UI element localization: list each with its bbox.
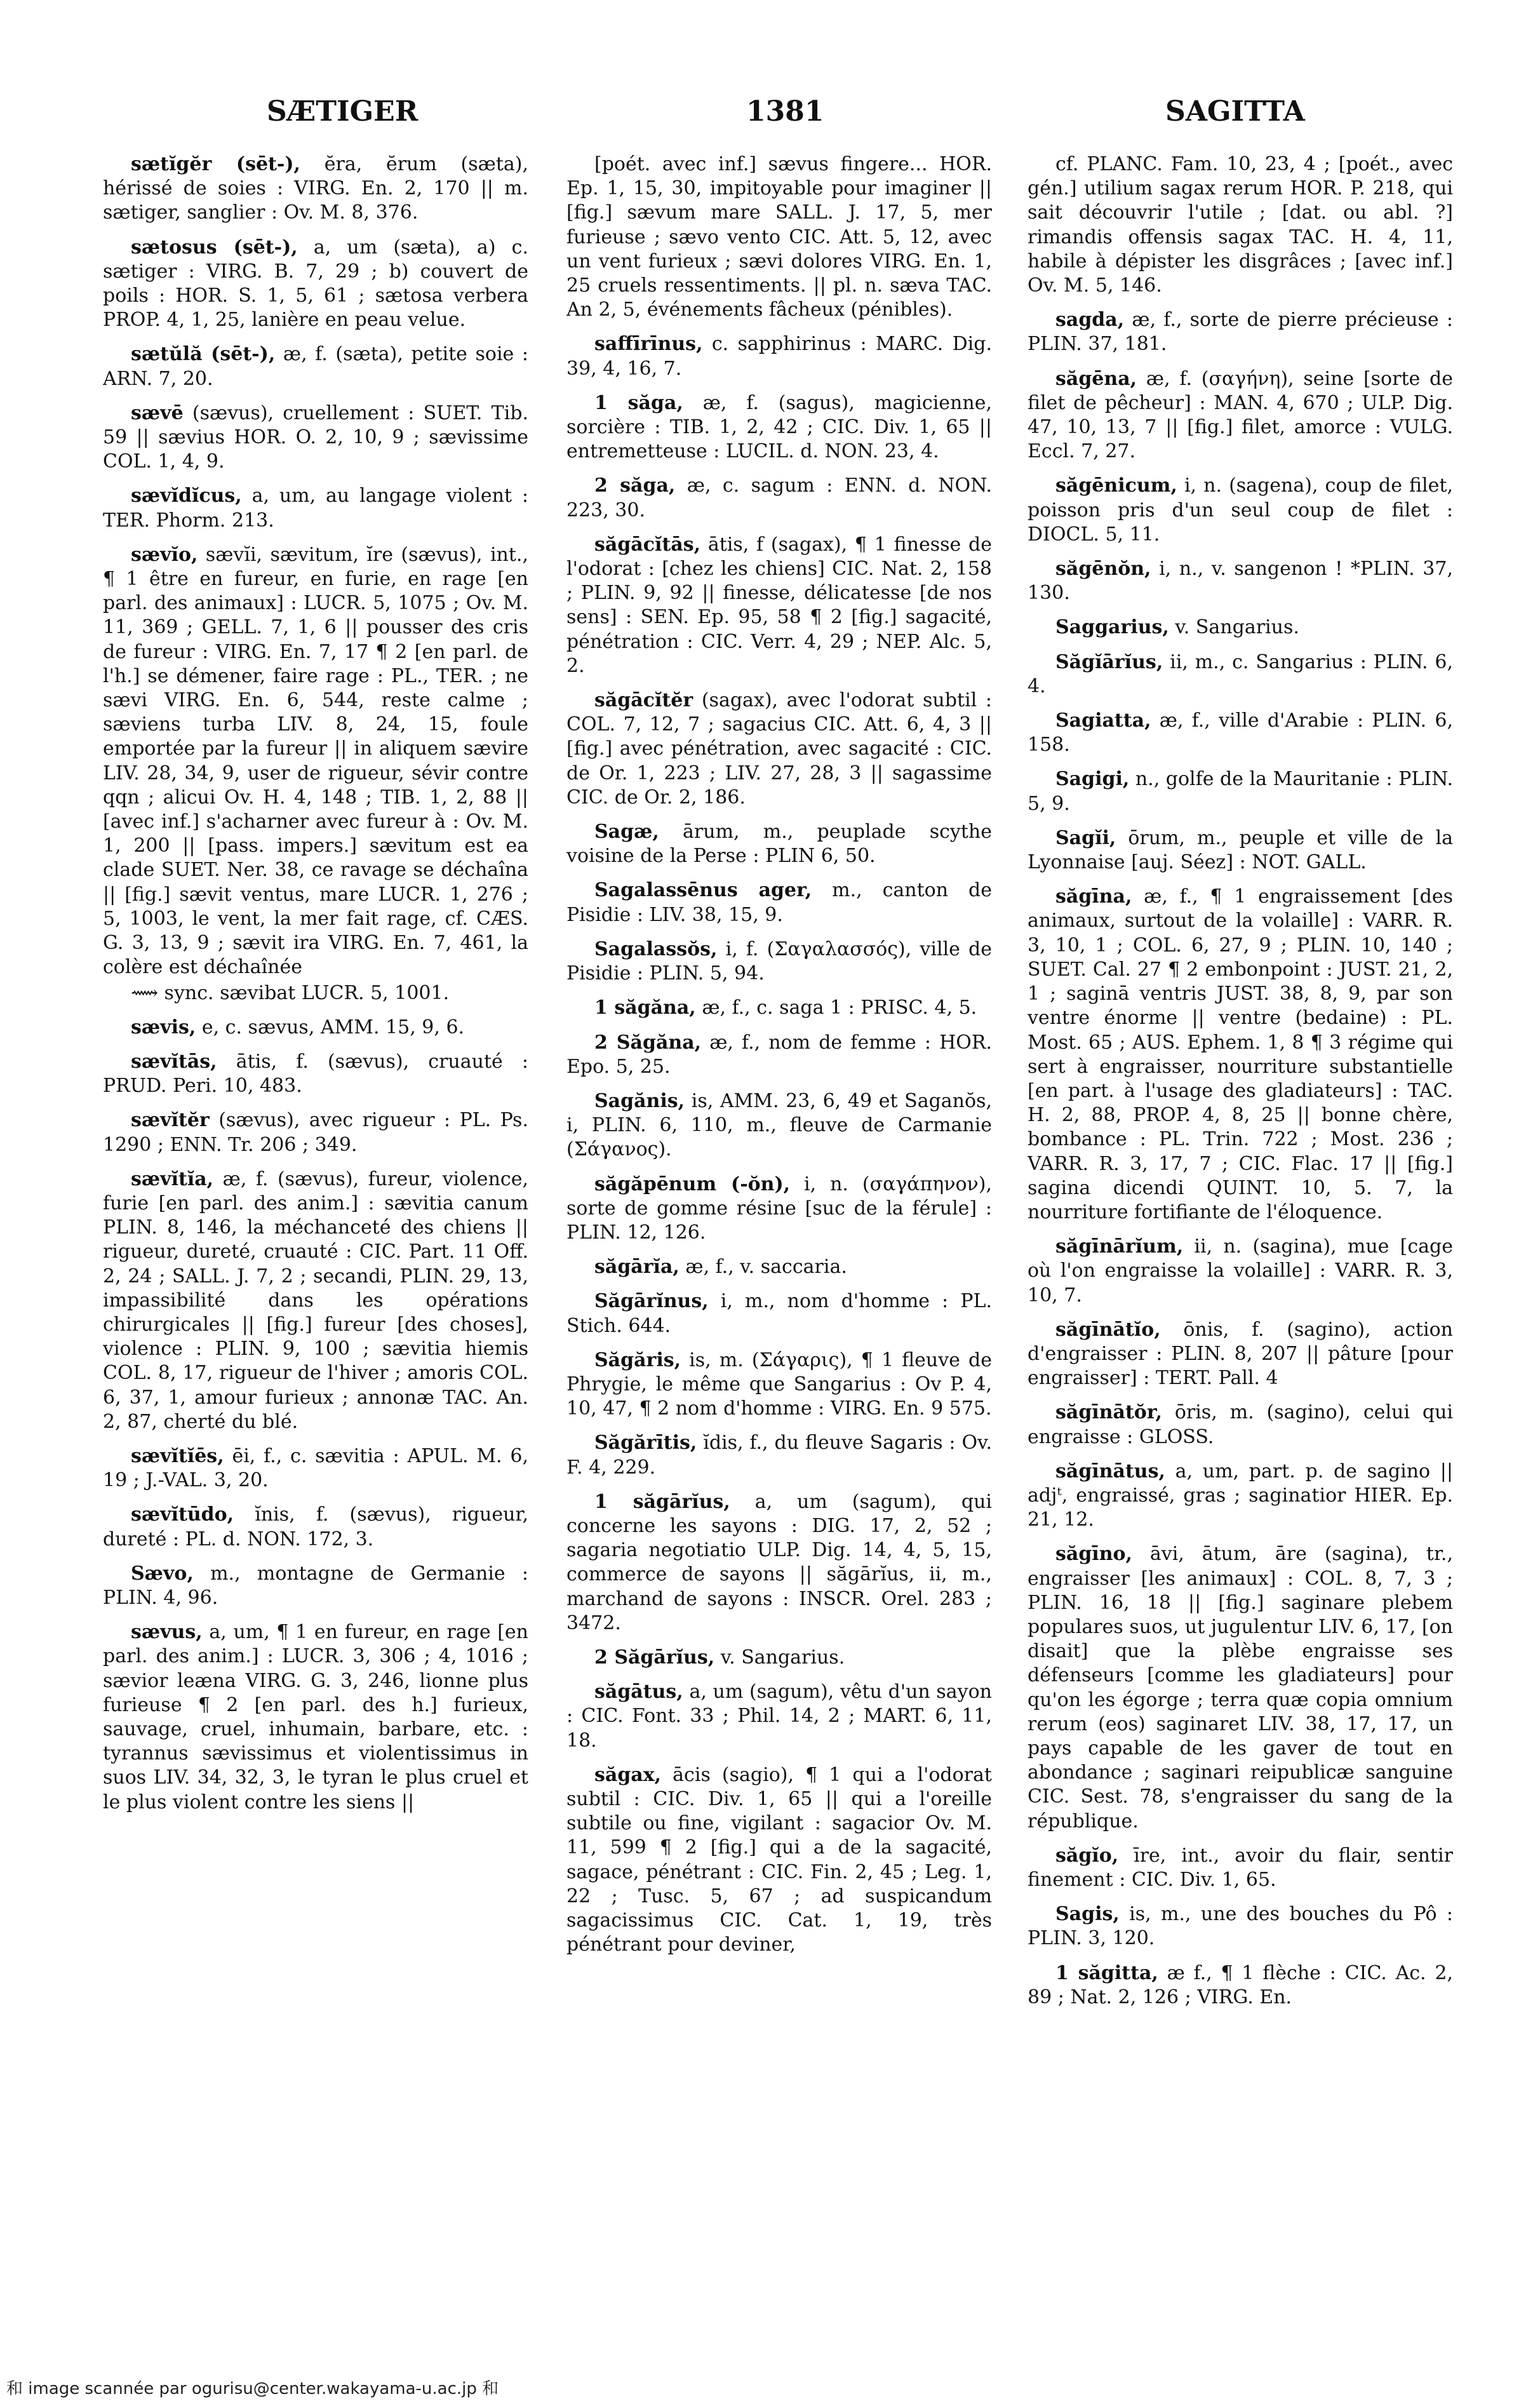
dictionary-column-3 bbox=[1028, 152, 1453, 2312]
dictionary-entry bbox=[566, 1431, 992, 1479]
dictionary-entry bbox=[566, 1089, 992, 1162]
entry-definition: ōnis, f. (sagino), action d'engraisser : PLIN. 8, 207 || pâture [pour engraisser] : TERT. Pall. 4 bbox=[1028, 1318, 1453, 1390]
header-left-guideword: SÆTIGER bbox=[267, 95, 418, 128]
dictionary-entry bbox=[1028, 767, 1453, 816]
entry-definition: ii, n. (sagina), mue [cage où l'on engraisse la volaille] : VARR. R. 3, 10, 7. bbox=[1028, 1235, 1453, 1307]
entry-definition: æ, f., ¶ 1 engraissement [des animaux, surtout de la volaille] : VARR. R. 3, 10, 1 ; COL. 6, 27, 9 ; PLIN. 10, 140 ; SUET. Cal. 27 ¶ 2 embonpoint : JUST. 21, 2, 1 ; saginā ventris JUST. 38, 8, 9, par son ventre énorme || ventre (bedaine) : PL. Most. 65 ; AUS. Ephem. 1, 8 ¶ 3 régime qui sert à engraisser, nourriture substantielle [en part. à l'usage des gladiateurs] : TAC. H. 2, 88, PROP. 4, 8, 25 || bonne chère, bombance : PL. Trin. 722 ; Most. 236 ; VARR. R. 3, 17, 7 ; CIC. Flac. 17 || [fig.] sagina dicendi QUINT. 10, 5. 7, la nourriture fortifiante de l'éloquence. bbox=[1028, 885, 1453, 1223]
entry-definition: is, m. (Σάγαρις), ¶ 1 fleuve de Phrygie, le même que Sangarius : Ov P. 4, 10, 47, ¶ 2 nom d'homme : VIRG. En. 9 575. bbox=[566, 1348, 992, 1420]
entry-definition: c. sapphirinus : MARC. Dig. 39, 4, 16, 7. bbox=[566, 333, 992, 380]
dictionary-entry bbox=[566, 332, 992, 380]
entry-headword: săgīnātus, bbox=[1055, 1460, 1165, 1482]
entry-headword: Sagalassēnus ager, bbox=[594, 879, 812, 902]
entry-headword: Sagæ, bbox=[594, 821, 659, 843]
entry-headword: 1 săgăna, bbox=[594, 997, 696, 1019]
entry-headword: săgīnārĭum, bbox=[1055, 1235, 1184, 1258]
entry-headword: Săgăris, bbox=[594, 1348, 681, 1371]
dictionary-entry bbox=[566, 1680, 992, 1753]
dictionary-entry bbox=[1028, 1401, 1453, 1449]
entry-headword: săgīna, bbox=[1055, 885, 1132, 908]
entry-definition: is, AMM. 23, 6, 49 et Saganŏs, i, PLIN. 6, 110, m., fleuve de Carmanie (Σάγανος). bbox=[566, 1089, 992, 1161]
dictionary-entry bbox=[103, 1167, 528, 1434]
dictionary-entry bbox=[1028, 557, 1453, 605]
entry-headword: sævis, bbox=[131, 1016, 196, 1038]
entry-headword: săgātus, bbox=[594, 1681, 683, 1704]
entry-headword: saffīrīnus, bbox=[594, 333, 703, 356]
entry-definition: īre, int., avoir du flair, sentir finement : CIC. Div. 1, 65. bbox=[1028, 1844, 1453, 1891]
page-number: 1381 bbox=[746, 95, 824, 128]
dictionary-entry bbox=[566, 1490, 992, 1636]
entry-headword: sævĭo, bbox=[131, 543, 198, 566]
dictionary-entry bbox=[103, 342, 528, 391]
dictionary-entry bbox=[566, 878, 992, 927]
entry-definition: æ, f., c. saga 1 : PRISC. 4, 5. bbox=[702, 997, 977, 1019]
dictionary-entry bbox=[1028, 152, 1453, 298]
entry-definition: æ, f., sorte de pierre précieuse : PLIN. 37, 181. bbox=[1028, 309, 1453, 356]
entry-definition: ii, m., c. Sangarius : PLIN. 6, 4. bbox=[1028, 650, 1453, 697]
dictionary-entry bbox=[566, 1255, 992, 1279]
dictionary-entry bbox=[566, 1031, 992, 1079]
entry-headword: săgārĭa, bbox=[594, 1256, 680, 1279]
dictionary-entry bbox=[1028, 1318, 1453, 1391]
entry-headword: sævĭtās, bbox=[131, 1050, 217, 1073]
dictionary-entry bbox=[566, 474, 992, 522]
dictionary-entry bbox=[1028, 474, 1453, 547]
entry-headword: sagda, bbox=[1055, 309, 1125, 332]
entry-definition: æ, f., v. saccaria. bbox=[685, 1256, 847, 1279]
entry-headword: 2 săga, bbox=[594, 474, 676, 497]
entry-definition: sævĭi, sævitum, ĭre (sævus), int., ¶ 1 être en fureur, en furie, en rage [en parl. des animaux] : LUCR. 5, 1075 ; Ov. M. 11, 369 ; GELL. 7, 1, 6 || pousser des cris de fureur : VIRG. En. 7, 17 ¶ 2 [en parl. de l'h.] se démener, faire rage : PL., TER. ; ne sævi VIRG. En. 6, 544, reste calme ; sæviens turba LIV. 8, 24, 15, foule emportée par la fureur || in aliquem sævire LIV. 28, 34, 9, user de rigueur, sévir contre qqn ; alicui Ov. H. 4, 148 ; TIB. 1, 2, 88 || [avec inf.] s'acharner avec fureur à : Ov. M. 1, 200 || [pass. impers.] sævitum est ea clade SUET. Ner. 38, ce ravage se déchaîna || [fig.] sævit ventus, mare LUCR. 1, 276 ; 5, 1003, le vent, la mer fait rage, cf. CÆS. G. 3, 13, 9 ; sævit ira VIRG. En. 7, 461, la colère est déchaînée bbox=[103, 543, 528, 979]
entry-headword: Sagigi, bbox=[1055, 768, 1130, 791]
entry-headword: Sævo, bbox=[131, 1562, 194, 1585]
entry-headword: sætĭgĕr (sēt-), bbox=[131, 153, 300, 175]
entry-definition: m., montagne de Germanie : PLIN. 4, 96. bbox=[103, 1562, 528, 1609]
entry-definition: ōrum, m., peuple et ville de la Lyonnaise [auj. Séez] : NOT. GALL. bbox=[1028, 826, 1453, 874]
dictionary-entry bbox=[566, 1348, 992, 1421]
entry-definition: (sævus), avec rigueur : PL. Ps. 1290 ; ENN. Tr. 206 ; 349. bbox=[103, 1109, 528, 1156]
entry-headword: sævus, bbox=[131, 1621, 203, 1644]
dictionary-entry bbox=[566, 1763, 992, 1958]
dictionary-entry bbox=[103, 1444, 528, 1493]
dictionary-column-1 bbox=[103, 152, 528, 2312]
dictionary-entry bbox=[103, 1108, 528, 1157]
entry-headword: sævĭtĕr bbox=[131, 1109, 210, 1132]
dictionary-entry bbox=[103, 236, 528, 333]
dictionary-entry bbox=[103, 1620, 528, 1815]
dictionary-column-2 bbox=[566, 152, 992, 2312]
entry-definition: [poét. avec inf.] sævus fingere... HOR. Ep. 1, 15, 30, impitoyable pour imaginer || [fig.] sævum mare SALL. J. 17, 5, mer furieuse ; sævo vento CIC. Att. 5, 12, avec un vent furieux ; sævi dolores VIRG. En. 1, 25 cruels ressentiments. || pl. n. sæva TAC. An 2, 5, événements fâcheux (pénibles). bbox=[566, 153, 992, 321]
entry-headword: Sagănis, bbox=[594, 1089, 685, 1112]
dictionary-entry bbox=[566, 533, 992, 678]
dictionary-entry bbox=[1028, 615, 1453, 640]
dictionary-entry bbox=[103, 1562, 528, 1610]
dictionary-entry bbox=[1028, 308, 1453, 356]
dictionary-entry bbox=[566, 820, 992, 868]
entry-definition: i, n. (sagena), coup de filet, poisson pris d'un seul coup de filet : DIOCL. 5, 11. bbox=[1028, 474, 1453, 546]
entry-note: ⟿ sync. sævibat LUCR. 5, 1001. bbox=[131, 981, 450, 1004]
entry-headword: 2 Săgārĭus, bbox=[594, 1646, 715, 1669]
entry-definition: a, um, part. p. de sagino || adjᵗ, engraissé, gras ; saginatior HIER. Ep. 21, 12. bbox=[1028, 1460, 1453, 1531]
entry-definition: cf. PLANC. Fam. 10, 23, 4 ; [poét., avec gén.] utilium sagax rerum HOR. P. 218, qui sait découvrir l'utile ; [dat. ou abl. ?] rimandis offensis sagax TAC. H. 4, 11, habile à dépister les disgrâces ; [avec inf.] Ov. M. 5, 146. bbox=[1028, 153, 1453, 297]
entry-headword: Săgărītis, bbox=[594, 1432, 697, 1455]
dictionary-entry bbox=[103, 401, 528, 474]
entry-definition: æ, f., ville d'Arabie : PLIN. 6, 158. bbox=[1028, 709, 1453, 756]
entry-headword: sævĭtĭa, bbox=[131, 1167, 214, 1190]
entry-headword: 1 săga, bbox=[594, 391, 683, 414]
dictionary-entry bbox=[1028, 709, 1453, 757]
header-right-guideword: SAGITTA bbox=[1165, 95, 1305, 128]
entry-definition: m., canton de Pisidie : LIV. 38, 15, 9. bbox=[566, 879, 992, 926]
entry-definition: ācis (sagio), ¶ 1 qui a l'odorat subtil : CIC. Div. 1, 65 || qui a l'oreille subtile ou fine, vigilant : sagacior Ov. M. 11, 599 ¶ 2 [fig.] qui a de la sagacité, sagace, pénétrant : CIC. Fin. 2, 45 ; Leg. 1, 22 ; Tusc. 5, 67 ; ad suspicandum sagacissimus CIC. Cat. 1, 19, très pénétrant pour deviner, bbox=[566, 1763, 992, 1956]
entry-definition: n., golfe de la Mauritanie : PLIN. 5, 9. bbox=[1028, 768, 1453, 815]
entry-headword: 1 săgārĭus, bbox=[594, 1490, 730, 1513]
dictionary-entry bbox=[566, 996, 992, 1020]
entry-definition: æ, f. (sævus), fureur, violence, furie [en parl. des anim.] : sævitia canum PLIN. 8, 146, la méchanceté des chiens || rigueur, dureté, cruauté : CIC. Part. 11 Off. 2, 24 ; SALL. J. 7, 2 ; secandi, PLIN. 29, 13, impassibilité dans les opérations chirurgicales || [fig.] fureur [des choses], violence : PLIN. 9, 100 ; sævitia hiemis COL. 8, 17, rigueur de l'hiver ; amoris COL. 6, 37, 1, amour furieux ; annonæ TAC. An. 2, 87, cherté du blé. bbox=[103, 1167, 528, 1433]
entry-headword: Saggarius, bbox=[1055, 616, 1169, 639]
entry-headword: Sagalassŏs, bbox=[594, 938, 718, 960]
entry-headword: sævē bbox=[131, 401, 184, 424]
entry-definition: ōris, m. (sagino), celui qui engraisse : GLOSS. bbox=[1028, 1401, 1453, 1448]
entry-headword: sætosus (sēt-), bbox=[131, 236, 298, 259]
entry-definition: ēi, f., c. sævitia : APUL. M. 6, 19 ; J.-VAL. 3, 20. bbox=[103, 1444, 528, 1492]
entry-definition: æ, f. (sagus), magicienne, sorcière : TIB. 1, 2, 42 ; CIC. Div. 1, 65 || entremetteuse : LUCIL. d. NON. 23, 4. bbox=[566, 391, 992, 463]
entry-headword: săgīno, bbox=[1055, 1543, 1132, 1566]
entry-definition: æ, f., nom de femme : HOR. Epo. 5, 25. bbox=[566, 1031, 992, 1078]
entry-definition: a, um (sæta), a) c. sætiger : VIRG. B. 7, 29 ; b) couvert de poils : HOR. S. 1, 5, 61 ; sætosa verbera PROP. 4, 1, 25, lanière en peau velue. bbox=[103, 236, 528, 332]
entry-definition: āvi, ātum, āre (sagina), tr., engraisser [les animaux] : COL. 8, 7, 3 ; PLIN. 16, 18 || [fig.] saginare plebem populares suos, ut jugulentur LIV. 6, 17, [on disait] que la plèbe engraisse ses défenseurs [comme les gladiateurs] pour qu'on les égorge ; terra quæ copia omnium rerum (eos) saginaret LIV. 38, 17, 17, un pays capable de les gaver de tout en abondance ; saginari reipublicæ sanguine CIC. Sest. 78, s'engraisser du sang de la république. bbox=[1028, 1543, 1453, 1832]
dictionary-entry bbox=[1028, 367, 1453, 464]
dictionary-entry bbox=[103, 1503, 528, 1551]
entry-headword: Săgārĭnus, bbox=[594, 1290, 709, 1313]
entry-definition: ātis, f. (sævus), cruauté : PRUD. Peri. 10, 483. bbox=[103, 1050, 528, 1098]
entry-definition: ārum, m., peuplade scythe voisine de la Perse : PLIN 6, 50. bbox=[566, 821, 992, 868]
entry-definition: a, um, au langage violent : TER. Phorm. 213. bbox=[103, 485, 528, 532]
entry-headword: săgācĭtās, bbox=[594, 533, 701, 556]
dictionary-entry bbox=[1028, 885, 1453, 1225]
entry-headword: sævĭdĭcus, bbox=[131, 485, 242, 507]
entry-definition: æ, c. sagum : ENN. d. NON. 223, 30. bbox=[566, 474, 992, 521]
entry-definition: i, f. (Σαγαλασσός), ville de Pisidie : PLIN. 5, 94. bbox=[566, 938, 992, 985]
dictionary-entry bbox=[566, 1173, 992, 1246]
entry-headword: Sagiatta, bbox=[1055, 709, 1151, 732]
dictionary-entry bbox=[566, 938, 992, 986]
entry-definition: a, um (sagum), qui concerne les sayons : DIG. 17, 2, 52 ; sagaria negotiatio ULP. Dig. 14, 4, 5, 15, commerce de sayons || săgārĭus, ii, m., marchand de sayons : INSCR. Orel. 283 ; 3472. bbox=[566, 1490, 992, 1634]
dictionary-entry bbox=[566, 391, 992, 464]
entry-definition: (sagax), avec l'odorat subtil : COL. 7, 12, 7 ; sagacius CIC. Att. 6, 4, 3 || [fig.] avec pénétration, avec sagacité : CIC. de Or. 1, 223 ; LIV. 27, 28, 3 || sagassime CIC. de Or. 2, 186. bbox=[566, 689, 992, 809]
dictionary-entry bbox=[1028, 1542, 1453, 1833]
dictionary-entry bbox=[1028, 1961, 1453, 2010]
entry-headword: sætŭlă (sēt-), bbox=[131, 343, 276, 366]
entry-definition: e, c. sævus, AMM. 15, 9, 6. bbox=[201, 1016, 465, 1038]
dictionary-entry bbox=[103, 152, 528, 225]
dictionary-entry bbox=[103, 484, 528, 532]
dictionary-entry bbox=[1028, 1844, 1453, 1892]
dictionary-entry bbox=[1028, 1460, 1453, 1533]
entry-definition: i, m., nom d'homme : PL. Stich. 644. bbox=[566, 1290, 992, 1337]
entry-headword: săgēnŏn, bbox=[1055, 558, 1151, 581]
entry-definition: ĭnis, f. (sævus), rigueur, dureté : PL. d. NON. 172, 3. bbox=[103, 1503, 528, 1550]
entry-headword: sævĭtĭēs, bbox=[131, 1444, 224, 1467]
entry-definition: (sævus), cruellement : SUET. Tib. 59 || sævius HOR. O. 2, 10, 9 ; sævissime COL. 1, 4, 9. bbox=[103, 401, 528, 473]
entry-definition: æ, f. (σαγήνη), seine [sorte de filet de pêcheur] : MAN. 4, 670 ; ULP. Dig. 47, 10, 13, 7 || [fig.] filet, amorce : VULG. Eccl. 7, 27. bbox=[1028, 367, 1453, 463]
entry-definition: a, um, ¶ 1 en fureur, en rage [en parl. des anim.] : LUCR. 3, 306 ; 4, 1016 ; sævior leæna VIRG. G. 3, 246, lionne plus furieuse ¶ 2 [en parl. des h.] furieux, sauvage, cruel, inhumain, barbare, etc. : tyrannus sævissimus et violentissimus in suos LIV. 34, 32, 3, le tyran le plus cruel et le plus violent contre les siens || bbox=[103, 1621, 528, 1813]
dictionary-entry bbox=[103, 1050, 528, 1098]
dictionary-entry bbox=[1028, 1235, 1453, 1308]
entry-headword: săgax, bbox=[594, 1763, 662, 1786]
entry-definition: is, m., une des bouches du Pô : PLIN. 3, 120. bbox=[1028, 1903, 1453, 1950]
dictionary-entry bbox=[1028, 650, 1453, 699]
entry-headword: săgācĭtĕr bbox=[594, 689, 693, 712]
entry-headword: 1 săgitta, bbox=[1055, 1961, 1158, 1984]
entry-definition: a, um (sagum), vêtu d'un sayon : CIC. Font. 33 ; Phil. 14, 2 ; MART. 6, 11, 18. bbox=[566, 1681, 992, 1752]
entry-headword: săgīnātŏr, bbox=[1055, 1401, 1162, 1424]
entry-headword: săgĭo, bbox=[1055, 1844, 1119, 1867]
entry-headword: sævĭtūdo, bbox=[131, 1503, 234, 1526]
entry-headword: Săgĭārĭus, bbox=[1055, 650, 1163, 673]
entry-definition: i, n. (σαγάπηνον), sorte de gomme résine [suc de la férule] : PLIN. 12, 126. bbox=[566, 1173, 992, 1244]
dictionary-entry bbox=[1028, 1902, 1453, 1951]
entry-definition: i, n., v. sangenon ! *PLIN. 37, 130. bbox=[1028, 558, 1453, 605]
entry-headword: 2 Săgăna, bbox=[594, 1031, 702, 1054]
page-header bbox=[0, 95, 1540, 140]
dictionary-entry bbox=[103, 543, 528, 1005]
dictionary-entry bbox=[566, 152, 992, 322]
dictionary-entry bbox=[566, 1289, 992, 1338]
dictionary-entry bbox=[1028, 826, 1453, 875]
entry-headword: Sagĭi, bbox=[1055, 826, 1116, 849]
entry-definition: v. Sangarius. bbox=[1175, 616, 1299, 639]
entry-definition: æ f., ¶ 1 flèche : CIC. Ac. 2, 89 ; Nat. 2, 126 ; VIRG. En. bbox=[1028, 1961, 1453, 2008]
entry-definition: v. Sangarius. bbox=[720, 1646, 845, 1669]
entry-definition: ātis, f (sagax), ¶ 1 finesse de l'odorat : [chez les chiens] CIC. Nat. 2, 158 ; PLIN. 9, 92 || finesse, délicatesse [de nos sens] : SEN. Ep. 95, 58 ¶ 2 [fig.] sagacité, pénétration : CIC. Verr. 4, 29 ; NEP. Alc. 5, 2. bbox=[566, 533, 992, 677]
entry-headword: săgēnicum, bbox=[1055, 474, 1177, 497]
entry-definition: ĕra, ĕrum (sæta), hérissé de soies : VIRG. En. 2, 170 || m. sætiger, sanglier : Ov. M. 8, 376. bbox=[103, 153, 528, 224]
entry-headword: săgăpēnum (-ŏn), bbox=[594, 1173, 791, 1195]
dictionary-entry bbox=[103, 1016, 528, 1040]
entry-headword: Sagis, bbox=[1055, 1903, 1120, 1926]
entry-definition: ĭdis, f., du fleuve Sagaris : Ov. F. 4, 229. bbox=[566, 1432, 992, 1479]
scan-credit-footer: 和 image scannée par ogurisu@center.wakayama-u.ac.jp 和 bbox=[6, 2379, 499, 2398]
dictionary-entry bbox=[566, 1646, 992, 1670]
entry-headword: săgīnātĭo, bbox=[1055, 1318, 1161, 1341]
entry-headword: săgēna, bbox=[1055, 367, 1137, 390]
entry-definition: æ, f. (sæta), petite soie : ARN. 7, 20. bbox=[103, 343, 528, 390]
dictionary-entry bbox=[566, 689, 992, 810]
